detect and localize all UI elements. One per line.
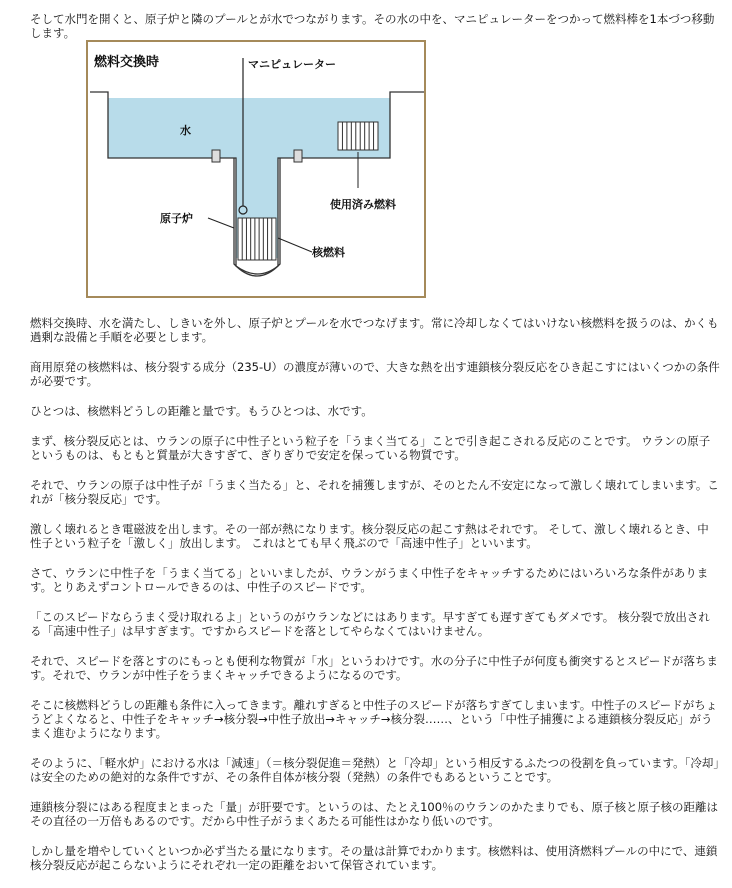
fuel-label: 核燃料 (312, 246, 345, 259)
diagram-title: 燃料交換時 (94, 55, 160, 70)
body-paragraph: 「このスピードならうまく受け取れるよ」というのがウランなどにはあります。早すぎても遅すぎてもダメです。 核分裂で放出される「高速中性子」は早すぎます。ですからスピードを落としてやらなくてはいけません。 (30, 610, 710, 638)
body-paragraph: それで、ウランの原子は中性子が「うまく当たる」と、それを捕獲しますが、そのとたん不安定になって激しく壊れてしまいます。これが「核分裂反応」です。 (30, 478, 719, 506)
core-fuel-assembly (238, 218, 276, 260)
reactor-flange-right (294, 150, 302, 162)
paragraph-list (30, 316, 720, 872)
body-paragraph: そこに核燃料どうしの距離も条件に入ってきます。離れすぎると中性子のスピードが落ちすぎてしまいます。中性子のスピードがちょうどよくなると、中性子をキャッチ→核分裂→中性子放出→キャッチ→核分裂……、という「中性子捕獲による連鎖核分裂反応」がうまく進むようになります。 (30, 698, 718, 740)
reactor-flange-left (212, 150, 220, 162)
body-paragraph: 燃料交換時、水を満たし、しきいを外し、原子炉とプールを水でつなげます。常に冷却しなくてはいけない核燃料を扱うのは、かくも過剰な設備と手順を必要とします。 (30, 316, 719, 344)
body-paragraph: ひとつは、核燃料どうしの距離と量です。もうひとつは、水です。 (30, 404, 373, 418)
body-paragraph: 連鎖核分裂にはある程度まとまった「量」が肝要です。というのは、たとえ100％のウランのかたまりでも、原子核と原子核の距離はその直径の一万倍もあるのです。だから中性子がうまくあたる可能性はかなり低いのです。 (30, 800, 719, 828)
water-label: 水 (180, 124, 191, 137)
intro-paragraph: そして水門を開くと、原子炉と隣のプールとが水でつながります。その水の中を、マニピュレーターをつかって燃料棒を1本づつ移動します。 (30, 12, 715, 40)
reactor-label: 原子炉 (160, 212, 193, 225)
manipulator-label: マニピュレーター (248, 58, 336, 71)
article (30, 12, 720, 888)
spent-fuel-rack (338, 122, 378, 150)
spent-fuel-label: 使用済み燃料 (330, 198, 396, 211)
body-paragraph: しかし量を増やしていくといつか必ず当たる量になります。その量は計算でわかります。核燃料は、使用済燃料プールの中にで、連鎖核分裂反応が起こらないようにそれぞれ一定の距離をおいて保管されています。 (30, 844, 718, 872)
body-paragraph: さて、ウランに中性子を「うまく当てる」といいましたが、ウランがうまく中性子をキャッチするためにはいろいろな条件があります。とりあえずコントロールできるのは、中性子のスピードです。 (30, 566, 709, 594)
fuel-leader (278, 238, 312, 252)
body-paragraph: 激しく壊れるとき電磁波を出します。その一部が熱になります。核分裂反応の起こす熱はそれです。 そして、激しく壊れるとき、中性子という粒子を「激しく」放出します。 これはとても早く飛ぶので「高速中性子」といいます。 (30, 522, 709, 550)
body-paragraph: まず、核分裂反応とは、ウランの原子に中性子という粒子を「うまく当てる」ことで引き起こされる反応のことです。 ウランの原子というものは、もともと質量が大きすぎて、ぎりぎりで安定を保っている物質です。 (30, 434, 711, 462)
fuel-exchange-diagram (86, 40, 426, 298)
reactor-leader (208, 218, 234, 228)
body-paragraph: そのように、「軽水炉」における水は「減速」（＝核分裂促進＝発熱）と「冷却」という相反するふたつの役割を負っています。「冷却」は安全のための絶対的な条件ですが、その条件自体が核分裂（発熱）の条件でもあるということです。 (30, 756, 720, 784)
body-paragraph: 商用原発の核燃料は、核分裂する成分（235-U）の濃度が薄いので、大きな熱を出す連鎖核分裂反応をひき起こすにはいくつかの条件が必要です。 (30, 360, 720, 388)
diagram-drawing (88, 42, 424, 296)
body-paragraph: それで、スピードを落とすのにもっとも便利な物質が「水」というわけです。水の分子に中性子が何度も衝突するとスピードが落ちます。それで、ウランが中性子をうまくキャッチできるようになるのです。 (30, 654, 718, 682)
